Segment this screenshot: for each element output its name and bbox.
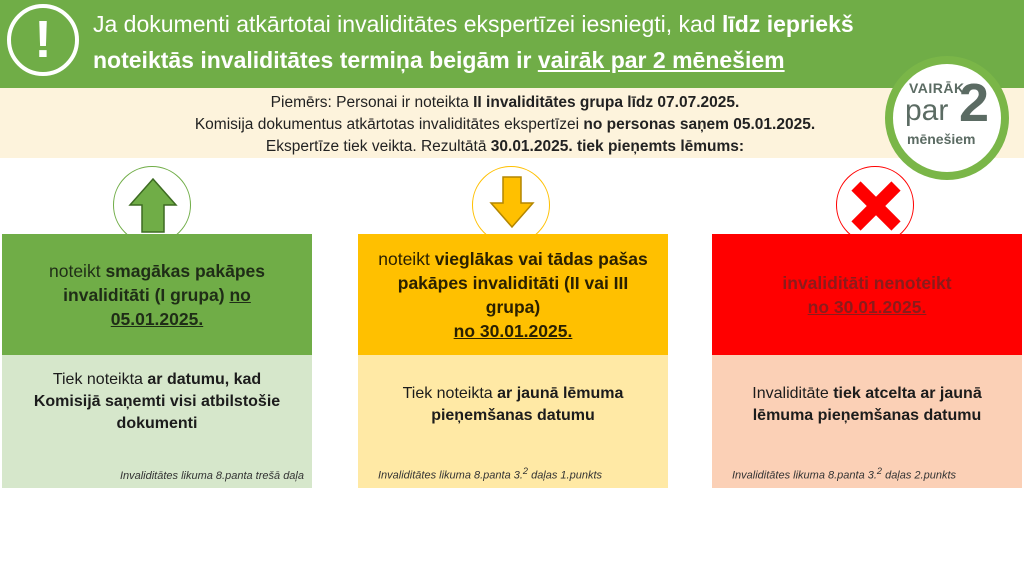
outcome-heading: invaliditāti nenoteikt no 30.01.2025. (712, 234, 1022, 355)
badge-par-text: par (905, 94, 949, 127)
outcome-description (358, 355, 668, 488)
example-line-1: Piemērs: Personai ir noteikta II invaliditātes grupa līdz 07.07.2025. (270, 94, 740, 111)
outcome-description-text: Tiek noteikta ar datumu, kad Komisijā saņemti visi atbilstošie dokumenti (33, 371, 281, 432)
example-panel (0, 88, 1024, 158)
outcome-column-heavier (2, 234, 312, 488)
outcome-heading: noteikt vieglākas vai tādas pašas pakāpes invaliditāti (II vai III grupa) no 30.01.2025. (358, 234, 668, 355)
outcome-description (712, 355, 1022, 488)
badge-bottom-text: mēnešiem (907, 131, 976, 147)
outcome-description (2, 355, 312, 488)
header-banner (0, 0, 1024, 88)
example-line-3: Ekspertīze tiek veikta. Rezultātā 30.01.2025. tiek pieņemts lēmums: (265, 138, 745, 155)
outcome-description-text: Tiek noteikta ar jaunā lēmuma pieņemšanas datumu (402, 385, 624, 424)
arrow-down-icon (472, 166, 550, 244)
example-line-2: Komisija dokumentus atkārtotas invaliditātes ekspertīzei no personas saņem 05.01.2025. (194, 116, 816, 133)
badge-top-text: VAIRĀK (909, 80, 965, 96)
exclamation-icon: ! (7, 4, 79, 76)
arrow-up-icon (113, 166, 191, 244)
law-reference: Invaliditātes likuma 8.panta 3.$^2$ daļas 1.punkts (378, 466, 603, 482)
more-than-2-months-badge (885, 56, 1009, 180)
outcome-description-text: Invaliditāte tiek atcelta ar jaunā lēmuma pieņemšanas datumu (752, 385, 982, 424)
x-icon (836, 166, 914, 244)
outcome-column-lighter-or-same (358, 234, 668, 488)
outcome-column-not-determined (712, 234, 1022, 488)
outcome-heading: noteikt smagākas pakāpes invaliditāti (I grupa) no 05.01.2025. (2, 234, 312, 355)
header-title: Ja dokumenti atkārtotai invaliditātes ekspertīzei iesniegti, kad līdz iepriekš noteiktās invaliditātes termiņa beigām ir vairāk par 2 mēnešiem (93, 11, 854, 73)
law-reference: Invaliditātes likuma 8.panta trešā daļa (119, 470, 304, 482)
badge-number: 2 (959, 73, 990, 133)
law-reference: Invaliditātes likuma 8.panta 3.$^2$ daļas 2.punkts (732, 466, 957, 482)
